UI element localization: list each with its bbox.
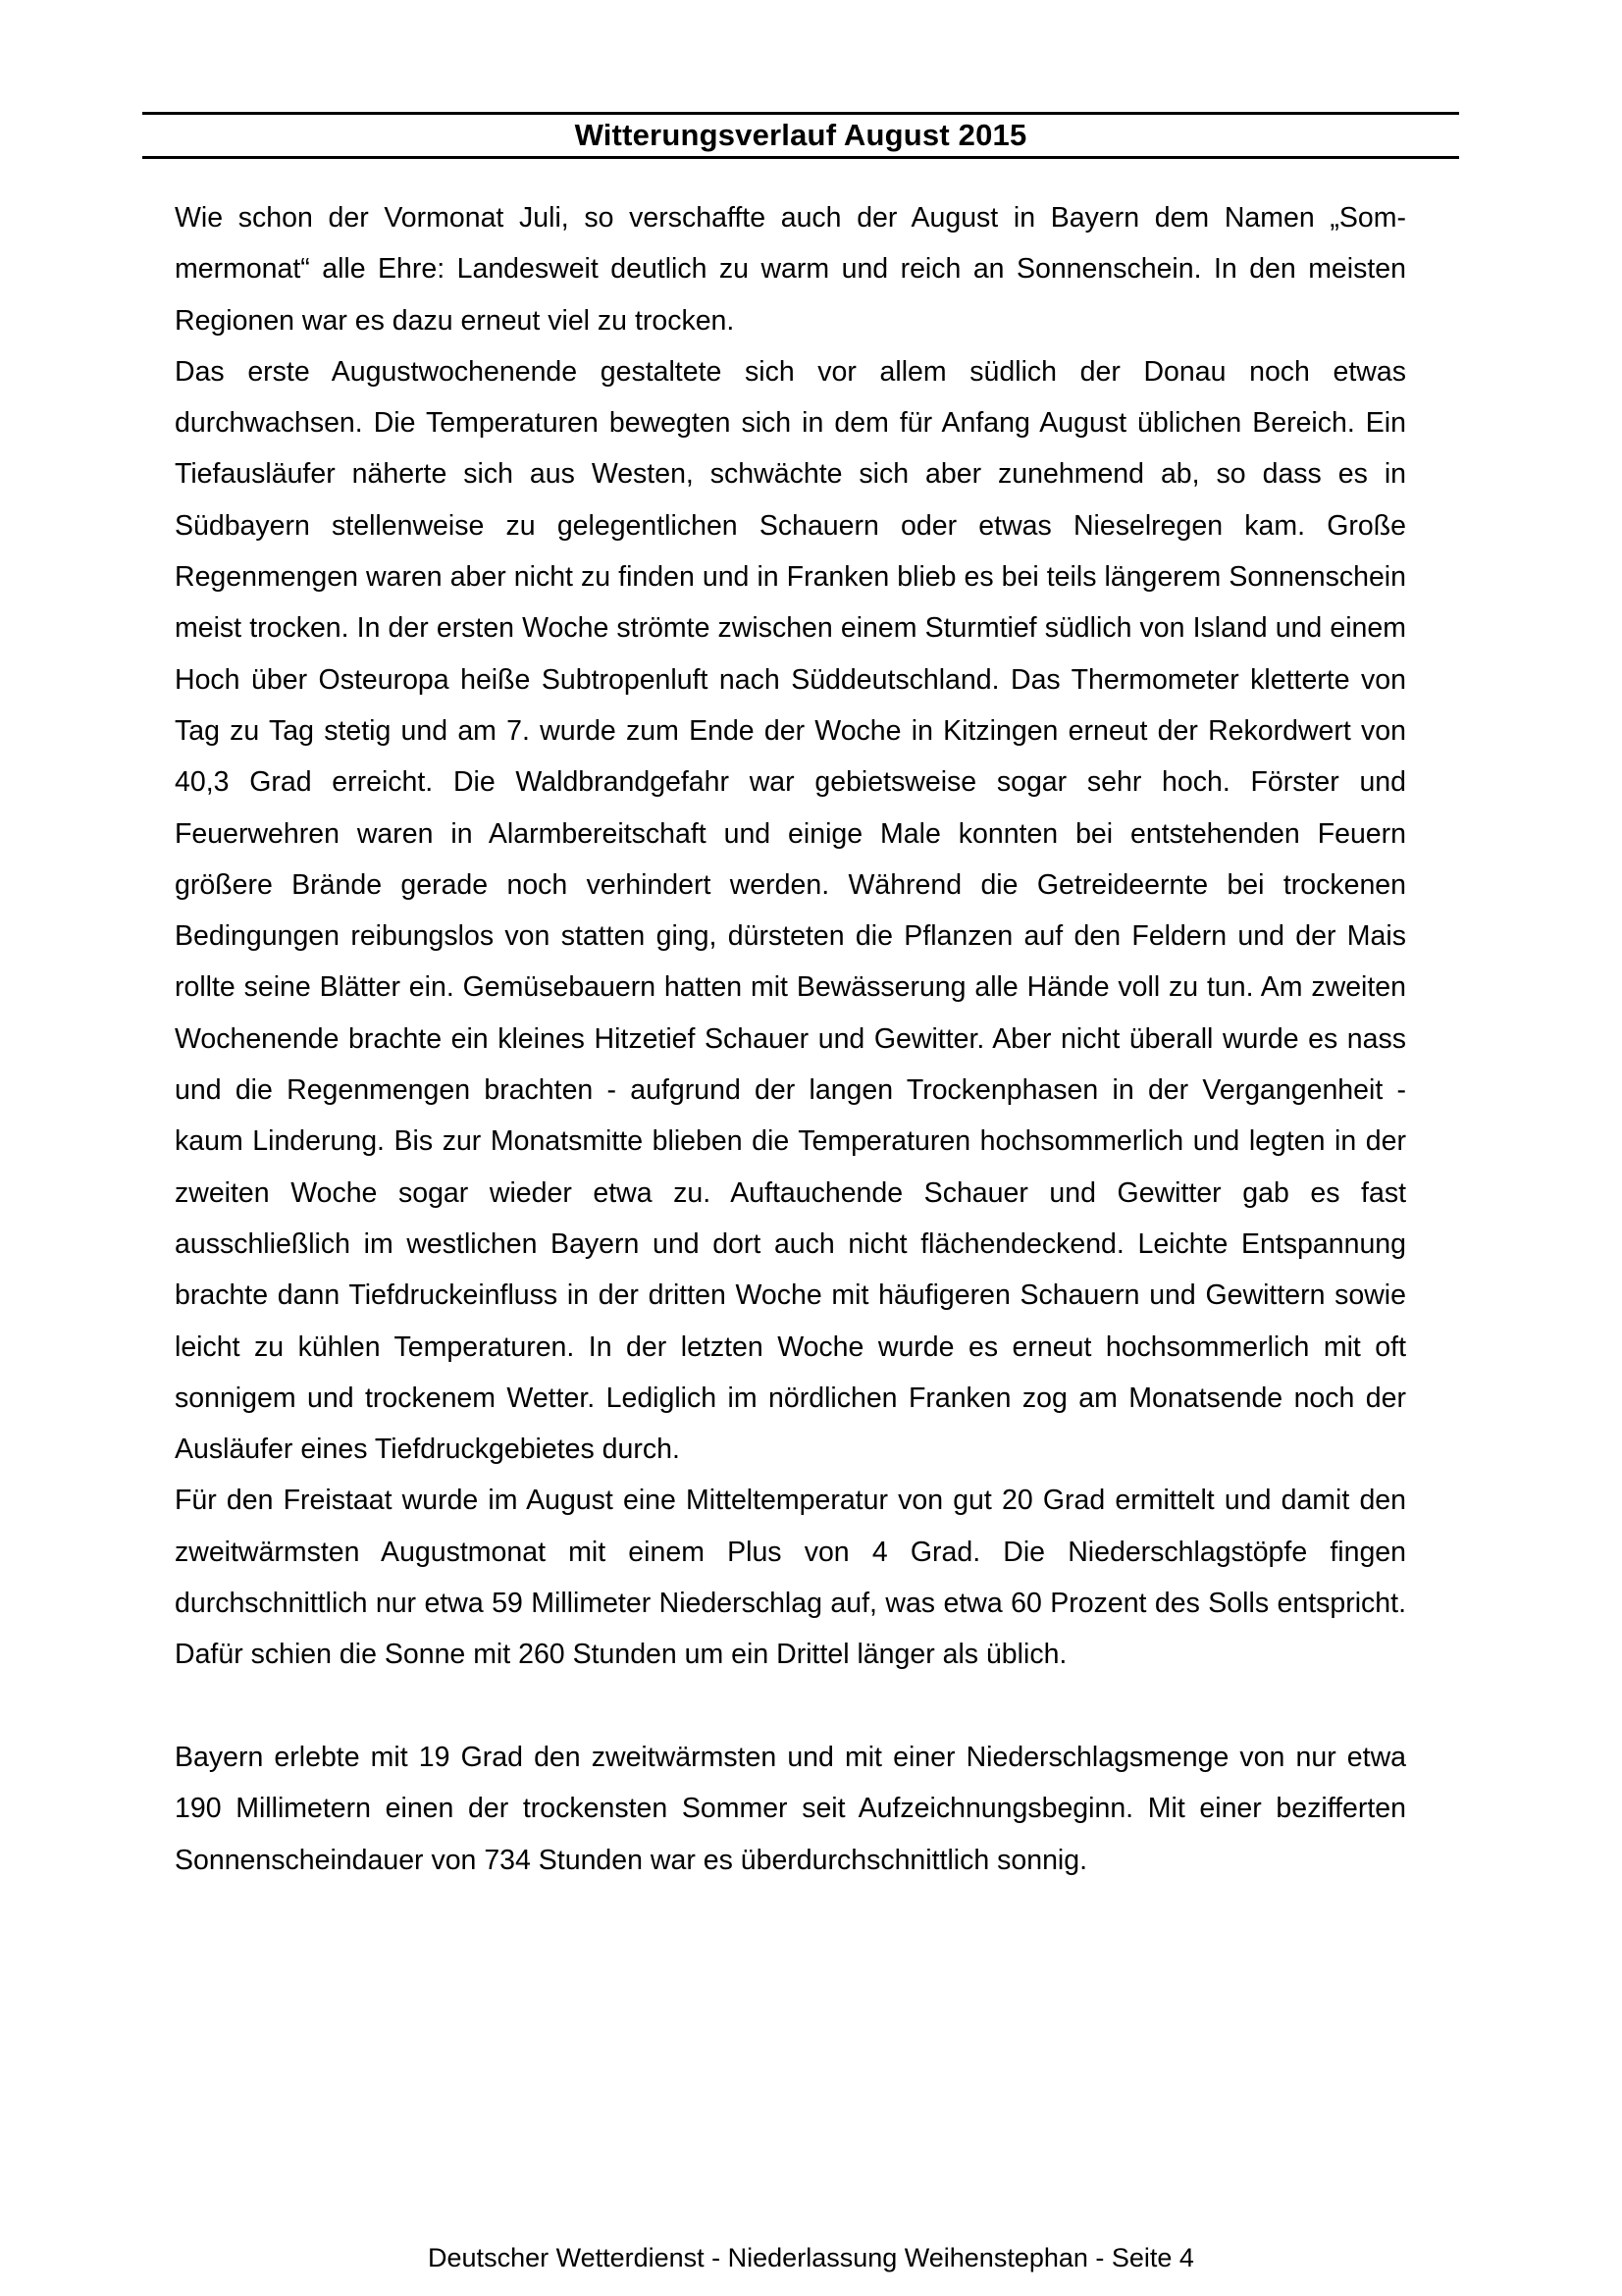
paragraph-august-summary: Für den Freistaat wurde im August eine Mitteltemperatur von gut 20 Grad ermittelt und damit den zweitwärmsten Augustmonat mit einem Plus von 4 Grad. Die Niederschlagstöpfe fingen durchschnittlich nur etwa 59 Millimeter Niederschlag auf, was etwa 60 Prozent des Solls entspricht. Dafür schien die Sonne mit 260 Stunden um ein Drittel länger als üblich. <box>175 1485 1406 1671</box>
title-bar <box>142 112 1459 159</box>
paragraph-weather-course: Das erste Augustwochenende gestaltete sich vor allem südlich der Donau noch etwas durchwachsen. Die Temperaturen bewegten sich in dem für Anfang August üblichen Bereich. Ein Tiefausläufer näherte sich aus Westen, schwächte sich aber zunehmend ab, so dass es in Südbayern stellenweise zu gelegentlichen Schauern oder etwas Nieselregen kam. Große Regenmengen waren aber nicht zu finden und in Franken blieb es bei teils längerem Sonnenschein meist trocken. In der ersten Woche strömte zwischen einem Sturmtief südlich von Island und einem Hoch über Osteuropa heiße Subtropenluft nach Süddeutschland. Das Thermometer kletterte von Tag zu Tag stetig und am 7. wurde zum Ende der Woche in Kitzingen erneut der Rekordwert von 40,3 Grad erreicht. Die Waldbrandgefahr war gebietsweise sogar sehr hoch. Förster und Feuerwehren waren in Alarmbereitschaft und einige Male konnten bei entstehenden Feuern größere Brände gerade noch verhindert werden. Während die Getreideernte bei trockenen Bedingungen reibungslos von statten ging, dürsteten die Pflanzen auf den Feldern und der Mais rollte seine Blätter ein. Gemüsebauern hatten mit Bewässerung alle Hände voll zu tun. Am zweiten Wochenende brachte ein kleines Hitzetief Schauer und Gewitter. Aber nicht überall wurde es nass und die Regenmengen brachten - aufgrund der langen Trockenphasen in der Vergangenheit - kaum Linderung. Bis zur Monatsmitte blieben die Temperaturen hochsommerlich und legten in der zweiten Woche sogar wieder etwa zu. Auftauchende Schauer und Gewitter gab es fast ausschließlich im westlichen Bayern und dort auch nicht flächendeckend. Leichte Entspannung brachte dann Tiefdruckeinfluss in der dritten Woche mit häufigeren Schauern und Gewittern sowie leicht zu kühlen Temperaturen. In der letzten Woche wurde es erneut hochsommerlich mit oft sonnigem und trockenem Wetter. Lediglich im nördlichen Franken zog am Monatsende noch der Ausläufer eines Tiefdruckgebietes durch. <box>175 355 1406 1466</box>
paragraph-summer-summary: Bayern erlebte mit 19 Grad den zweitwärmsten und mit einer Niederschlagsmenge von nur etwa 190 Millimetern einen der trockensten Sommer seit Aufzeichnungsbeginn. Mit einer bezifferten Sonnenscheindauer von 734 Stunden war es überdurchschnittlich sonnig. <box>175 1741 1406 1876</box>
document-body <box>175 192 1406 1886</box>
page-title: Witterungsverlauf August 2015 <box>574 118 1027 152</box>
page-footer: Deutscher Wetterdienst - Niederlassung Weihenstephan - Seite 4 <box>428 2243 1194 2272</box>
paragraph-intro: Wie schon der Vormonat Juli, so verschaffte auch der August in Bayern dem Namen „Sommermonat“ alle Ehre: Landesweit deutlich zu warm und reich an Sonnenschein. In den meisten Regionen war es dazu erneut viel zu trocken. <box>175 202 1406 337</box>
paragraph-gap <box>175 1681 1406 1732</box>
